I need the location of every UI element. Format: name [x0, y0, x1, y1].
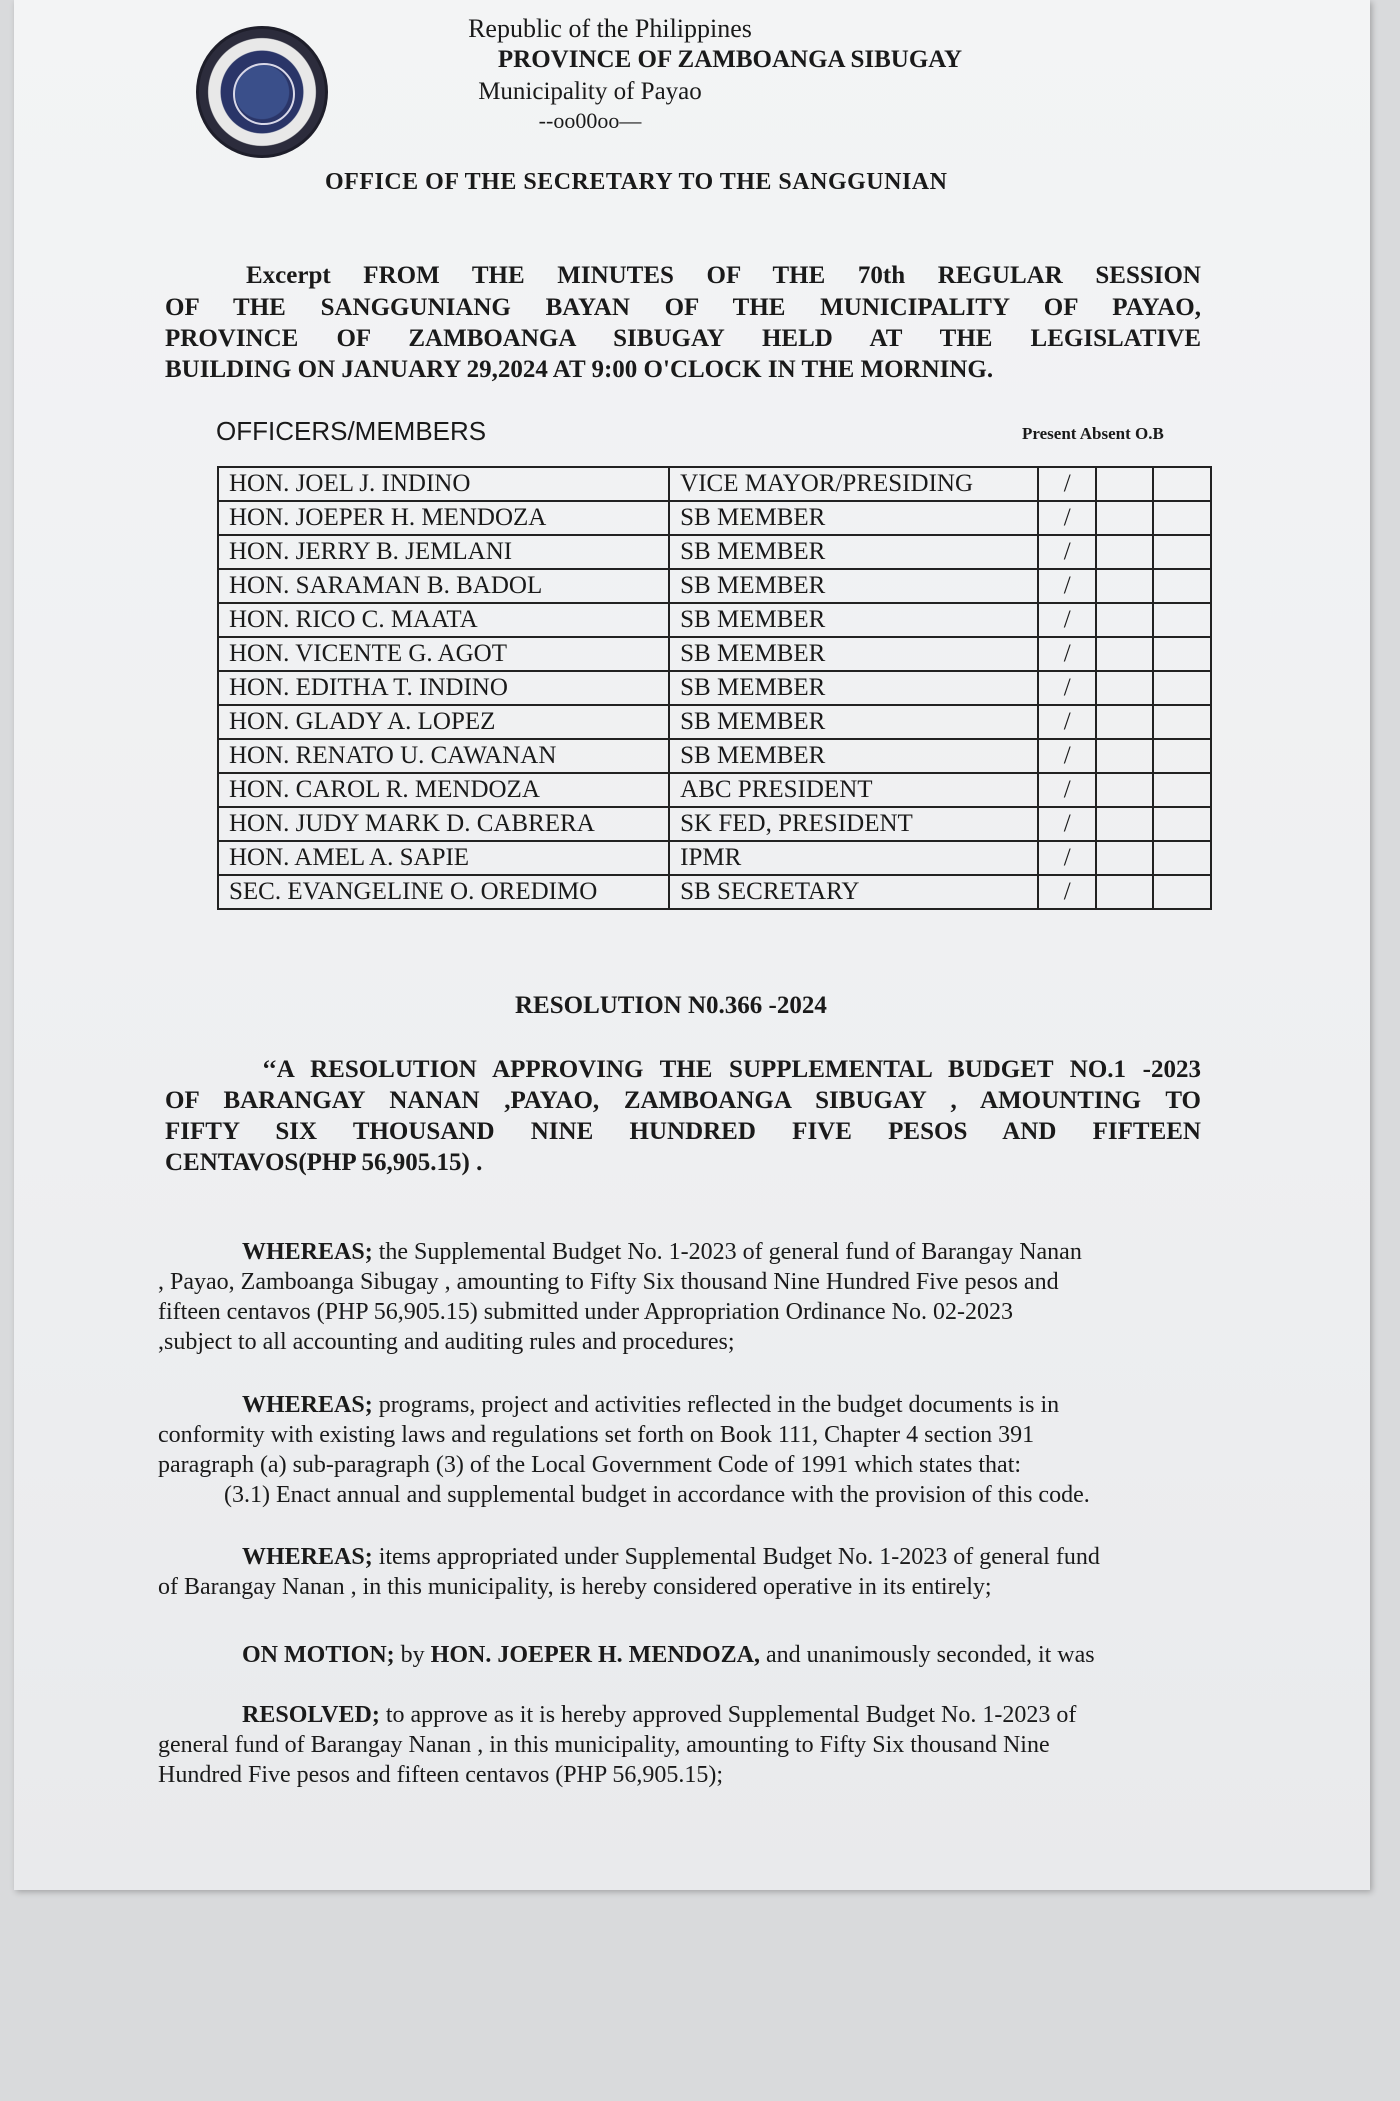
absent-cell [1096, 807, 1154, 841]
text-line: Hundred Five pesos and fifteen centavos (PHP 56,905.15); [158, 1762, 724, 1788]
text-line: ,subject to all accounting and auditing rules and procedures; [158, 1329, 735, 1355]
resolution-title-line-2: OF BARANGAY NANAN ,PAYAO, ZAMBOANGA SIBUGAY , AMOUNTING TO [165, 1087, 1201, 1114]
resolution-title-line-4: CENTAVOS(PHP 56,905.15) . [165, 1149, 483, 1176]
officers-label: OFFICERS/MEMBERS [216, 416, 487, 446]
text-line: programs, project and activities reflected in the budget documents is in [372, 1392, 1060, 1418]
attendance-headers: Present Absent O.B [1022, 424, 1164, 443]
table-row [218, 773, 1211, 807]
text-line: (3.1) Enact annual and supplemental budget in accordance with the provision of this code. [224, 1482, 1090, 1508]
header-republic: Republic of the Philippines [468, 14, 752, 43]
present-mark: / [1038, 501, 1096, 535]
header-municipality: Municipality of Payao [478, 78, 702, 105]
attendance-table [217, 466, 1212, 910]
absent-cell [1096, 705, 1154, 739]
ob-cell [1153, 671, 1211, 705]
member-position: SK FED, PRESIDENT [669, 807, 1038, 841]
text-line: by [394, 1642, 431, 1668]
member-name: HON. JOEL J. INDINO [218, 467, 669, 501]
member-name: HON. JOEPER H. MENDOZA [218, 501, 669, 535]
header-divider: --oo00oo— [538, 108, 642, 133]
absent-cell [1096, 841, 1154, 875]
whereas-lead: WHEREAS; [242, 1544, 373, 1570]
ob-cell [1153, 841, 1211, 875]
present-mark: / [1038, 603, 1096, 637]
present-mark: / [1038, 773, 1096, 807]
member-name: HON. GLADY A. LOPEZ [218, 705, 669, 739]
present-mark: / [1038, 705, 1096, 739]
member-name: HON. JERRY B. JEMLANI [218, 535, 669, 569]
member-name: HON. RICO C. MAATA [218, 603, 669, 637]
resolved-paragraph [158, 1700, 1198, 1790]
present-mark: / [1038, 637, 1096, 671]
text-line: items appropriated under Supplemental Budget No. 1-2023 of general fund [372, 1544, 1100, 1570]
text-line: of Barangay Nanan , in this municipality, is hereby considered operative in its entirely; [158, 1574, 992, 1600]
table-row [218, 535, 1211, 569]
text-line: fifteen centavos (PHP 56,905.15) submitted under Appropriation Ordinance No. 02-2023 [158, 1299, 1013, 1325]
ob-cell [1153, 501, 1211, 535]
table-row [218, 569, 1211, 603]
present-mark: / [1038, 739, 1096, 773]
member-position: SB MEMBER [669, 739, 1038, 773]
header-province: PROVINCE OF ZAMBOANGA SIBUGAY [497, 46, 963, 73]
member-name: HON. JUDY MARK D. CABRERA [218, 807, 669, 841]
whereas-lead: WHEREAS; [242, 1392, 373, 1418]
resolution-number: RESOLUTION N0.366 -2024 [515, 992, 827, 1019]
present-mark: / [1038, 569, 1096, 603]
table-row [218, 875, 1211, 909]
member-position: SB SECRETARY [669, 875, 1038, 909]
absent-cell [1096, 501, 1154, 535]
absent-cell [1096, 875, 1154, 909]
ob-cell [1153, 807, 1211, 841]
ob-cell [1153, 637, 1211, 671]
member-name: HON. AMEL A. SAPIE [218, 841, 669, 875]
text-line: paragraph (a) sub-paragraph (3) of the Local Government Code of 1991 which states that: [158, 1452, 1022, 1478]
table-row [218, 603, 1211, 637]
whereas-paragraph-2 [158, 1390, 1198, 1510]
ob-cell [1153, 705, 1211, 739]
excerpt-line-3: PROVINCE OF ZAMBOANGA SIBUGAY HELD AT THE LEGISLATIVE [165, 325, 1201, 352]
ob-cell [1153, 535, 1211, 569]
member-position: SB MEMBER [669, 637, 1038, 671]
motion-lead: ON MOTION; [242, 1642, 395, 1668]
member-name: HON. SARAMAN B. BADOL [218, 569, 669, 603]
table-row [218, 705, 1211, 739]
member-name: HON. CAROL R. MENDOZA [218, 773, 669, 807]
excerpt-line-4: BUILDING ON JANUARY 29,2024 AT 9:00 O'CLOCK IN THE MORNING. [165, 356, 994, 383]
present-mark: / [1038, 875, 1096, 909]
table-row [218, 739, 1211, 773]
whereas-lead: WHEREAS; [242, 1239, 373, 1265]
table-row [218, 501, 1211, 535]
ob-cell [1153, 467, 1211, 501]
member-position: SB MEMBER [669, 671, 1038, 705]
absent-cell [1096, 535, 1154, 569]
present-mark: / [1038, 807, 1096, 841]
table-row [218, 841, 1211, 875]
text-line: the Supplemental Budget No. 1-2023 of general fund of Barangay Nanan [372, 1239, 1082, 1265]
whereas-paragraph-1 [158, 1237, 1198, 1357]
absent-cell [1096, 569, 1154, 603]
mover-name: HON. JOEPER H. MENDOZA, [430, 1642, 761, 1668]
excerpt-line-2: OF THE SANGGUNIANG BAYAN OF THE MUNICIPALITY OF PAYAO, [165, 294, 1201, 321]
office-title: OFFICE OF THE SECRETARY TO THE SANGGUNIAN [325, 169, 948, 195]
motion-paragraph [158, 1640, 1198, 1670]
table-row [218, 637, 1211, 671]
table-row [218, 467, 1211, 501]
present-mark: / [1038, 841, 1096, 875]
absent-cell [1096, 467, 1154, 501]
excerpt-line-1: Excerpt FROM THE MINUTES OF THE 70th REGULAR SESSION [246, 262, 1201, 289]
member-position: SB MEMBER [669, 603, 1038, 637]
ob-cell [1153, 569, 1211, 603]
text-line: general fund of Barangay Nanan , in this municipality, amounting to Fifty Six thousand Nine [158, 1732, 1050, 1758]
table-row [218, 671, 1211, 705]
member-position: SB MEMBER [669, 569, 1038, 603]
ob-cell [1153, 739, 1211, 773]
whereas-paragraph-3 [158, 1542, 1198, 1602]
member-name: HON. EDITHA T. INDINO [218, 671, 669, 705]
absent-cell [1096, 637, 1154, 671]
present-mark: / [1038, 535, 1096, 569]
member-position: SB MEMBER [669, 501, 1038, 535]
member-name: HON. RENATO U. CAWANAN [218, 739, 669, 773]
absent-cell [1096, 671, 1154, 705]
member-name: HON. VICENTE G. AGOT [218, 637, 669, 671]
text-line: and unanimously seconded, it was [760, 1642, 1095, 1668]
resolution-title-line-1: ‘‘A RESOLUTION APPROVING THE SUPPLEMENTAL BUDGET NO.1 -2023 [262, 1056, 1201, 1083]
absent-cell [1096, 603, 1154, 637]
text-line: to approve as it is hereby approved Supplemental Budget No. 1-2023 of [379, 1702, 1077, 1728]
member-position: VICE MAYOR/PRESIDING [669, 467, 1038, 501]
text-line: , Payao, Zamboanga Sibugay , amounting to Fifty Six thousand Nine Hundred Five pesos and [158, 1269, 1059, 1295]
text-line: conformity with existing laws and regulations set forth on Book 111, Chapter 4 section 391 [158, 1422, 1035, 1448]
member-position: ABC PRESIDENT [669, 773, 1038, 807]
present-mark: / [1038, 467, 1096, 501]
present-mark: / [1038, 671, 1096, 705]
table-row [218, 807, 1211, 841]
resolved-lead: RESOLVED; [242, 1702, 380, 1728]
resolution-title-line-3: FIFTY SIX THOUSAND NINE HUNDRED FIVE PESOS AND FIFTEEN [165, 1118, 1201, 1145]
ob-cell [1153, 875, 1211, 909]
ob-cell [1153, 773, 1211, 807]
member-name: SEC. EVANGELINE O. OREDIMO [218, 875, 669, 909]
ob-cell [1153, 603, 1211, 637]
member-position: IPMR [669, 841, 1038, 875]
absent-cell [1096, 773, 1154, 807]
member-position: SB MEMBER [669, 705, 1038, 739]
absent-cell [1096, 739, 1154, 773]
member-position: SB MEMBER [669, 535, 1038, 569]
